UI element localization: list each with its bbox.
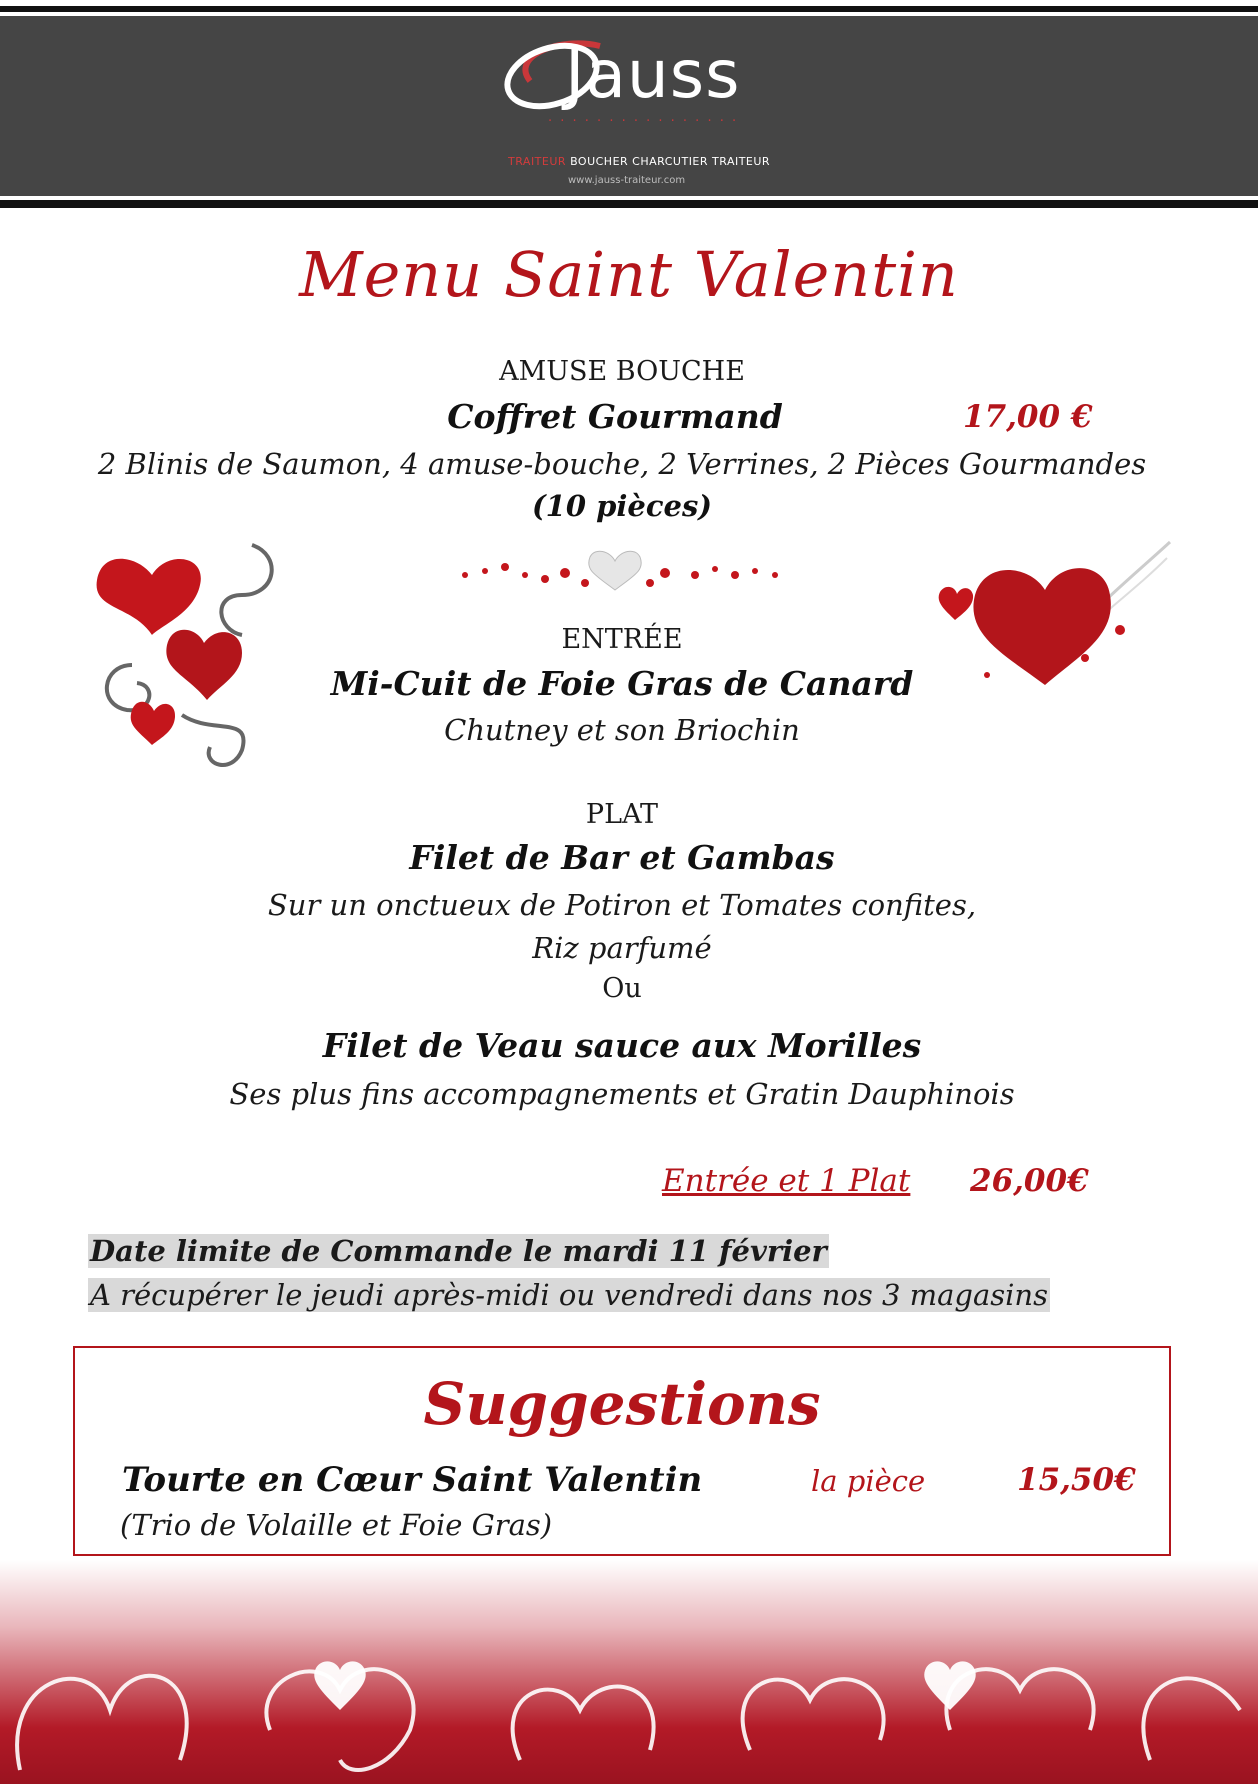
logo-wordmark: Jauss: [565, 36, 741, 113]
order-pickup-text: A récupérer le jeudi après-midi ou vendredi dans nos 3 magasins: [90, 1278, 1048, 1312]
logo-tagline: [508, 155, 770, 168]
logo-url: www.jauss-traiteur.com: [568, 175, 686, 186]
dish-filet-bar: Filet de Bar et Gambas: [409, 838, 835, 877]
formula-label: Entrée et 1 Plat: [662, 1163, 911, 1199]
page-title: Menu Saint Valentin: [299, 238, 959, 311]
category-amuse-bouche: AMUSE BOUCHE: [499, 356, 745, 387]
desc-coffret: 2 Blinis de Saumon, 4 amuse-bouche, 2 Verrines, 2 Pièces Gourmandes: [97, 447, 1147, 481]
price-coffret: 17,00 €: [963, 399, 1093, 435]
header-bottom-rule: [0, 200, 1258, 208]
order-deadline: [88, 1234, 829, 1268]
hearts-garland-icon: [455, 545, 785, 605]
or-separator: Ou: [602, 973, 642, 1004]
suggestion-price: 15,50€: [1017, 1462, 1136, 1498]
dish-filet-veau: Filet de Veau sauce aux Morilles: [322, 1026, 922, 1065]
suggestion-item: Tourte en Cœur Saint Valentin: [122, 1460, 703, 1500]
hearts-swirl-left-icon: [92, 535, 292, 785]
desc-filet-bar-line1: Sur un onctueux de Potiron et Tomates confites,: [267, 888, 977, 922]
logo-subtitle: · · · · · · · · · · · · · · · ·: [548, 114, 739, 129]
suggestions-title: Suggestions: [423, 1370, 821, 1438]
desc-filet-bar-line2: Riz parfumé: [532, 931, 712, 965]
category-entree: ENTRÉE: [561, 624, 683, 655]
formula-price: 26,00€: [970, 1163, 1089, 1199]
footer-hearts-icon: [0, 1560, 1258, 1784]
desc-filet-veau: Ses plus fins accompagnements et Gratin Dauphinois: [229, 1077, 1015, 1111]
header-top-rule: [0, 6, 1258, 12]
desc-foie-gras: Chutney et son Briochin: [444, 713, 800, 747]
order-pickup: [88, 1278, 1050, 1312]
suggestion-detail: (Trio de Volaille et Foie Gras): [120, 1508, 553, 1542]
dish-coffret-gourmand: Coffret Gourmand: [447, 397, 783, 436]
category-plat: PLAT: [585, 799, 659, 830]
dish-foie-gras: Mi-Cuit de Foie Gras de Canard: [330, 664, 914, 703]
suggestion-unit: la pièce: [811, 1464, 926, 1498]
logo-tagline-prefix: TRAITEUR: [508, 155, 567, 168]
order-deadline-text: Date limite de Commande le mardi 11 février: [90, 1234, 827, 1268]
logo-tagline-text: BOUCHER CHARCUTIER TRAITEUR: [570, 155, 771, 168]
pieces-count: (10 pièces): [531, 489, 713, 523]
